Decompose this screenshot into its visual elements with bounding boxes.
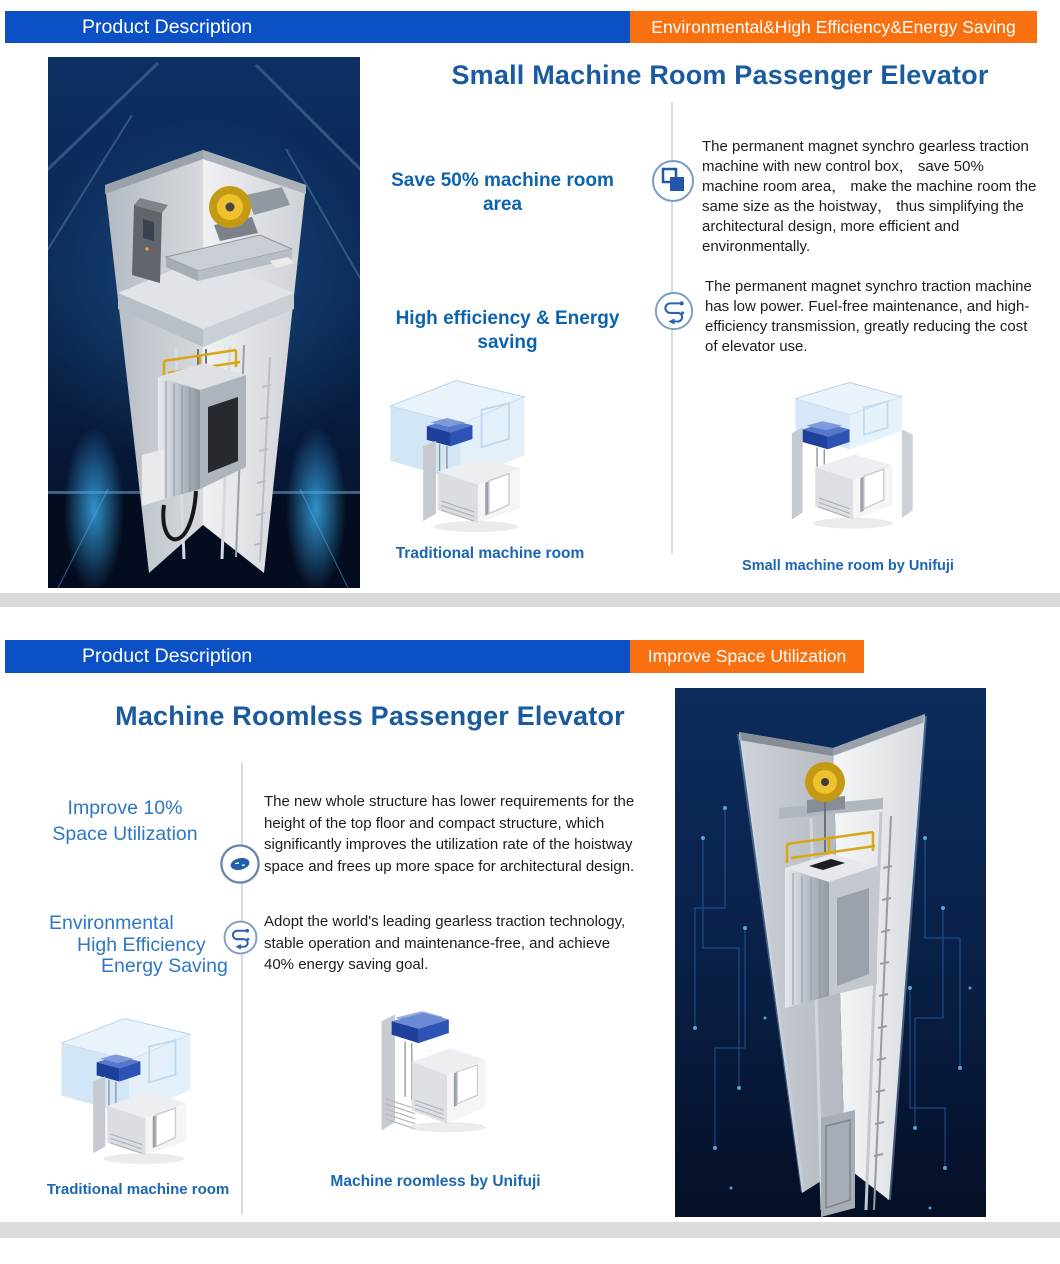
feature-high-efficiency-label: High efficiency & Energy saving <box>395 308 620 353</box>
elevator-car-diagram <box>813 455 892 529</box>
section1-title: Small Machine Room Passenger Elevator <box>451 60 989 90</box>
traction-sheave <box>805 762 845 802</box>
feature-save-machine-room-label: Save 50% machine room area <box>391 170 614 215</box>
feature-space-utilization-line2: Space Utilization <box>52 823 198 845</box>
section-divider-band <box>0 593 1060 607</box>
traditional-machine-room-diagram-2 <box>50 1008 230 1170</box>
feature-environmental-line1: Environmental <box>49 912 174 934</box>
feature-environmental-label <box>25 913 235 978</box>
feature-save-machine-room-text: The permanent magnet synchro gearless traction machine with new control box， save 50% machine room area， make the machine room the same size as the hoistway， thus simplifying the architectural design, more efficient and environmentally. <box>702 138 1037 255</box>
elevator-shaft-render <box>48 57 360 588</box>
section1-header-left-label: Product Description <box>82 15 253 38</box>
section1-header-orange-tab <box>630 11 1037 43</box>
ellipse-lens-icon <box>219 843 261 885</box>
section2-title: Machine Roomless Passenger Elevator <box>115 701 625 731</box>
small-machine-room-diagram <box>765 377 935 553</box>
recycle-flow-icon <box>653 290 695 332</box>
elevator-car <box>785 854 877 1008</box>
section2-vertical-divider <box>241 763 243 1215</box>
small-machine-room-elevator-photo <box>48 57 360 588</box>
caption-traditional-machine-room-2: Traditional machine room <box>46 1181 230 1198</box>
page-bottom-band <box>0 1222 1060 1238</box>
elevator-car-diagram <box>408 1048 485 1132</box>
feature-space-utilization-label <box>25 795 225 847</box>
caption-traditional-machine-room: Traditional machine room <box>395 545 585 562</box>
traction-sheave <box>209 186 251 228</box>
feature-environmental-line3: Energy Saving <box>101 955 228 977</box>
traction-machine-blue <box>392 1011 449 1043</box>
feature-high-efficiency-text: The permanent magnet synchro traction machine has low power. Fuel-free maintenance, and high-efficiency transmission, greatly reducing the cost of elevator use. <box>705 278 1032 355</box>
caption-machine-roomless: Machine roomless by Unifuji <box>330 1173 541 1190</box>
section2-header-blue-tab <box>5 640 630 673</box>
machine-roomless-elevator-photo <box>675 688 986 1217</box>
recycle-flow-icon <box>222 919 259 956</box>
overlapping-squares-icon <box>651 159 695 203</box>
feature-space-utilization-text: The new whole structure has lower requirements for the height of the top floor and compact structure, which significantly improves the utilization rate of the hoistway space and frees up more space for architectural design. <box>264 793 635 875</box>
feature-environmental-text: Adopt the world's leading gearless traction technology, stable operation and maintenance-free, and achieve 40% energy saving goal. <box>264 913 626 973</box>
section2-header-right-label: Improve Space Utilization <box>647 646 847 666</box>
machine-roomless-diagram <box>350 996 525 1160</box>
section1-header-blue-tab <box>5 11 630 43</box>
traditional-machine-room-diagram <box>383 366 561 542</box>
feature-space-utilization-line1: Improve 10% <box>67 797 183 819</box>
section2-header-orange-tab <box>630 640 864 673</box>
feature-environmental-line2: High Efficiency <box>77 933 206 956</box>
section1-header-right-label: Environmental&High Efficiency&Energy Saving <box>651 16 1016 37</box>
section2-header-left-label: Product Description <box>82 645 253 667</box>
caption-small-machine-room: Small machine room by Unifuji <box>742 558 954 574</box>
